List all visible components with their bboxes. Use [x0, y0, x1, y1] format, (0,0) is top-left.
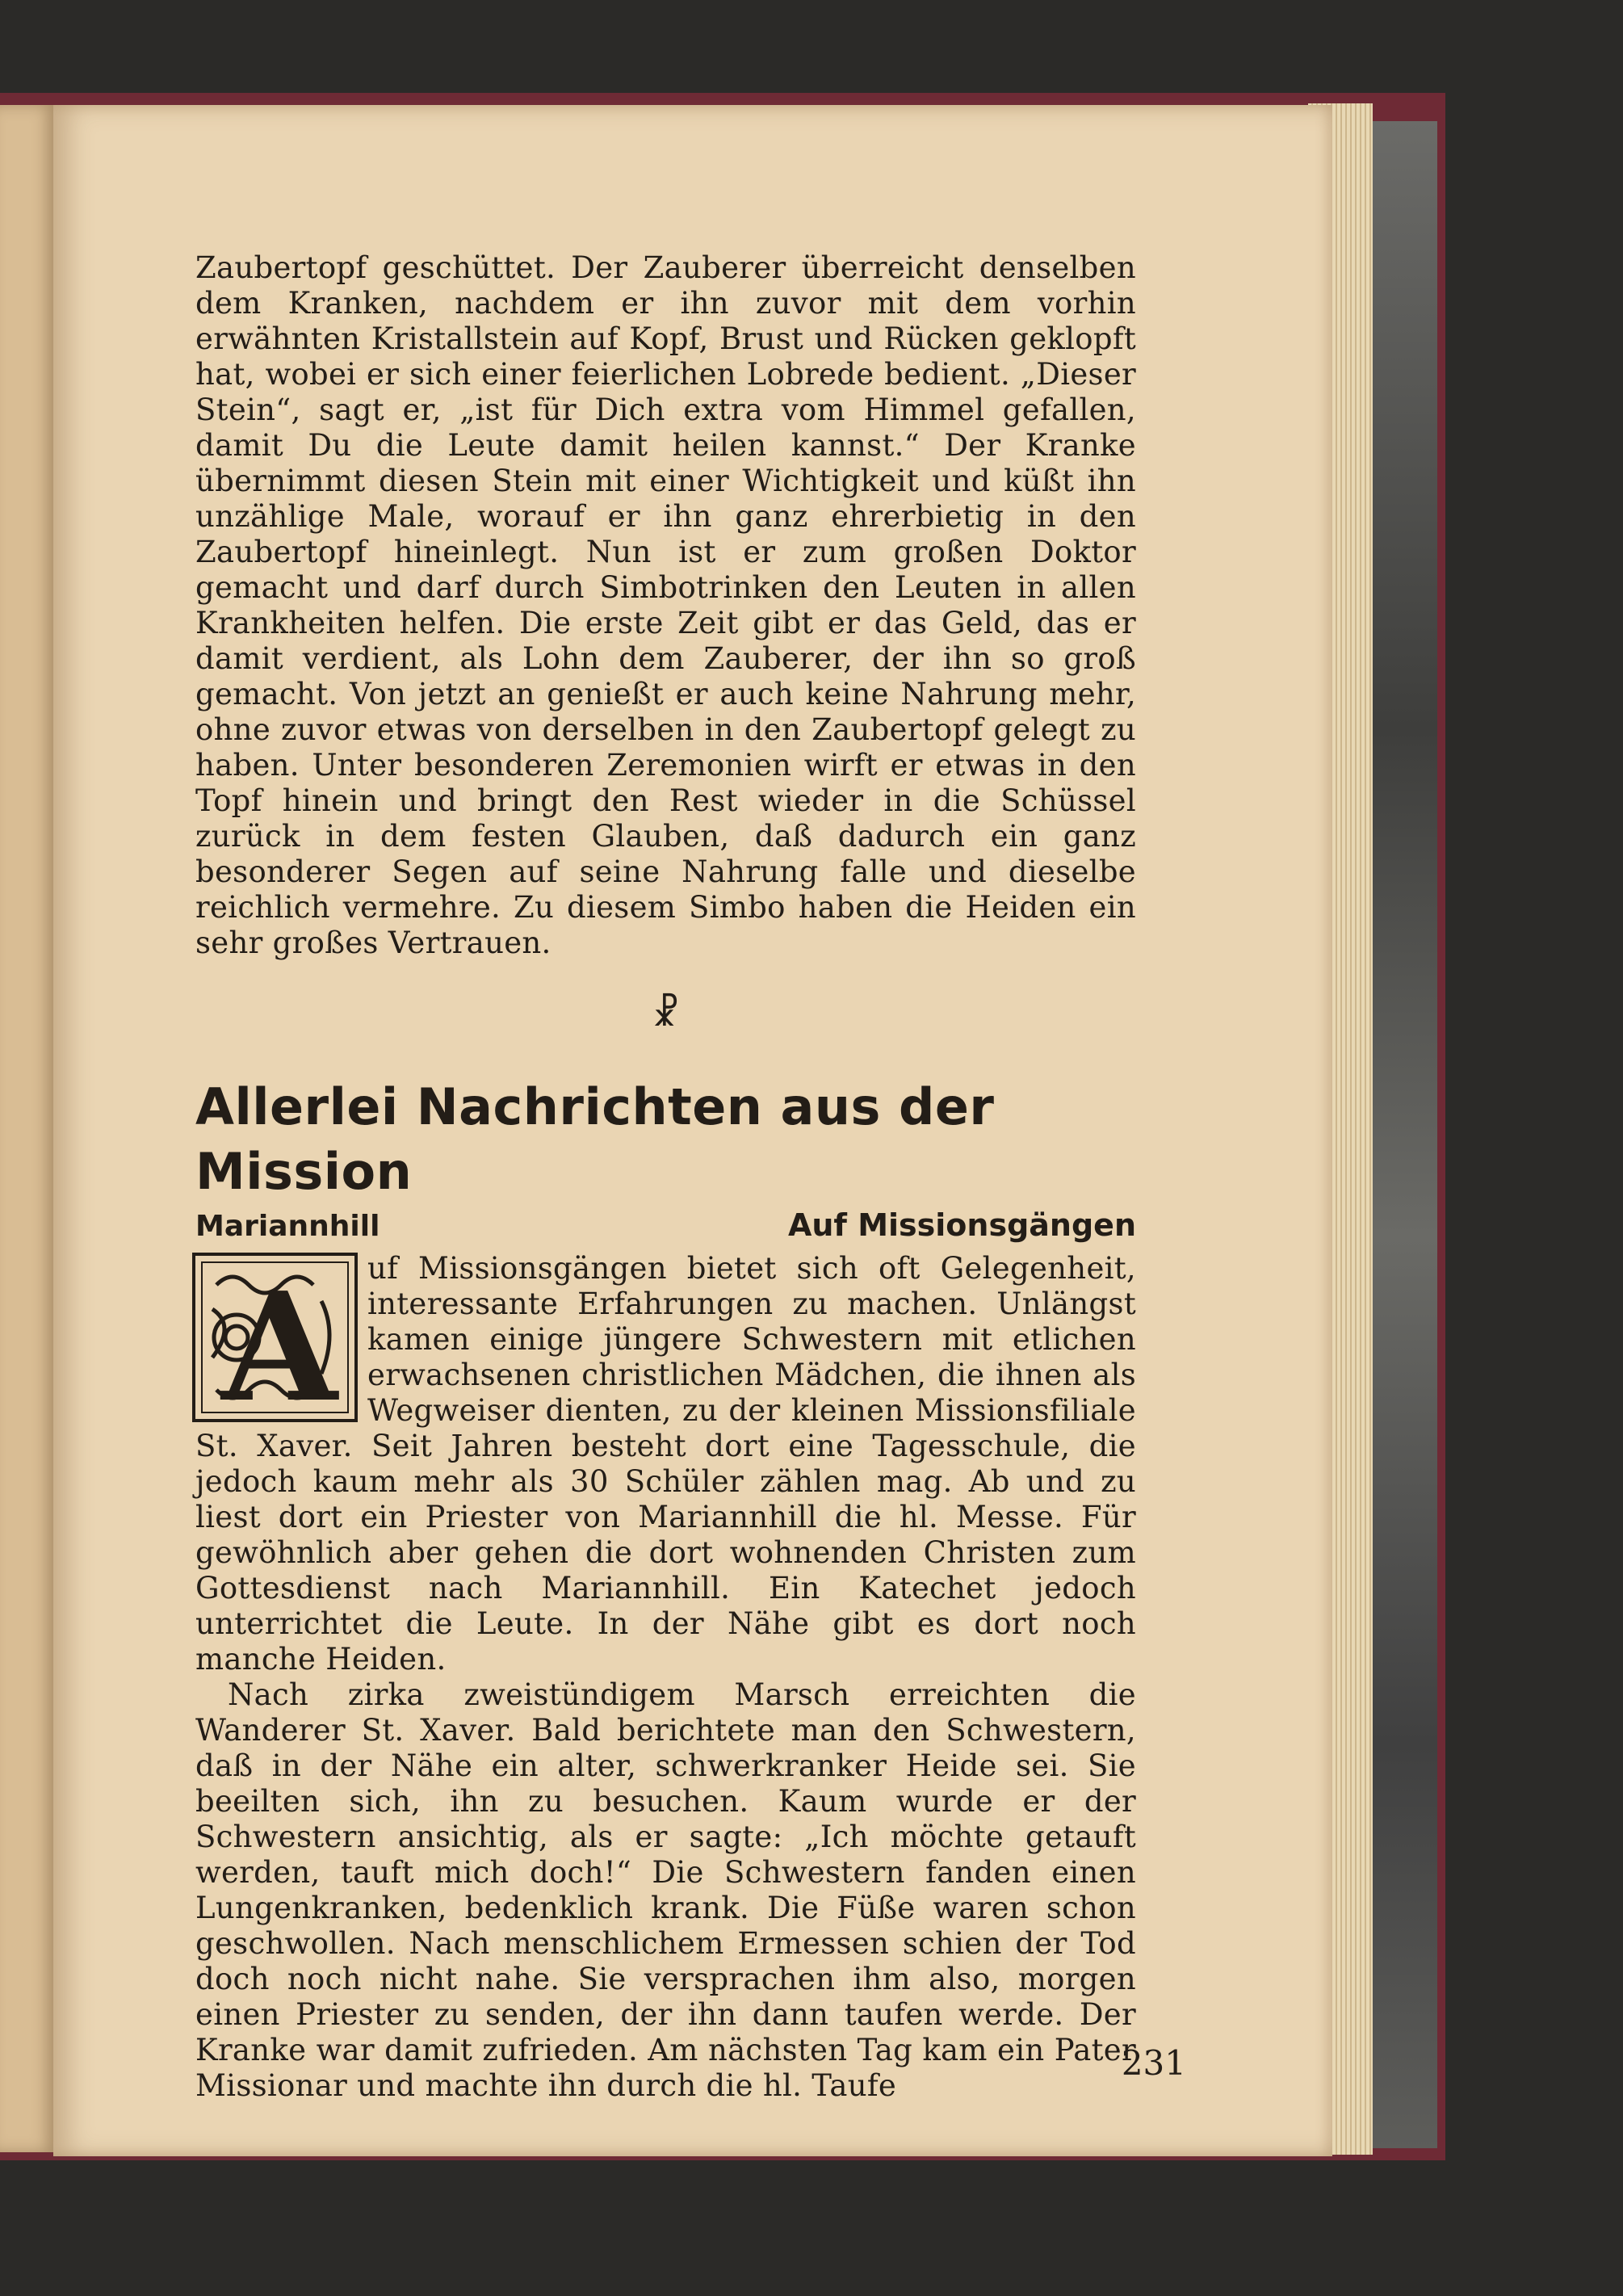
left-page-edge [0, 105, 57, 2152]
article-paragraph-2: Nach zirka zweistündigem Marsch erreichten die Wanderer St. Xaver. Bald berichtete man den Schwestern, daß in der Nähe ein alter, schwerkranker Heide sei. Sie beeilten sich, ihn zu besuchen. Kaum wurde er der Schwestern ansichtig, als er sagte: „Ich möchte getauft werden, tauft mich doch!“ Die Schwestern fanden einen Lungenkranken, bedenklich krank. Die Füße waren schon geschwollen. Nach menschlichem Ermessen schien der Tod doch noch nicht nahe. Sie versprachen ihm also, morgen einen Priester zu senden, der ihn dann taufen werde. Der Kranke war damit zufrieden. Am nächsten Tag kam ein Pater Missionar und machte ihn durch die hl. Taufe [195, 1677, 1136, 2103]
article-subtitle: Auf Missionsgängen [787, 1207, 1136, 1243]
chi-rho-ornament: ☧ [652, 993, 680, 1035]
drop-cap-letter: A [221, 1259, 338, 1422]
drop-cap-ornament [192, 1253, 358, 1422]
book-page [53, 105, 1332, 2156]
location-heading: Mariannhill [195, 1210, 380, 1243]
section-title: Allerlei Nachrichten aus der Mission [195, 1077, 995, 1201]
page-number: 231 [1121, 2043, 1186, 2083]
article-paragraph-1: uf Missionsgängen bietet sich oft Gelegenheit, interessante Erfahrungen zu machen. Unlängst kamen einige jüngere Schwestern mit etlichen erwachsenen christlichen Mädchen, die ihnen als Wegweiser dienten, zu der kleinen Missionsfiliale St. Xaver. Seit Jahren besteht dort eine Tagesschule, die jedoch kaum mehr als 30 Schüler zählen mag. Ab und zu liest dort ein Priester von Mariannhill die hl. Messe. Für gewöhnlich aber gehen die dort wohnenden Christen zum Gottesdienst nach Mariannhill. Ein Katechet jedoch unterrichtet die Leute. In der Nähe gibt es dort noch manche Heiden. [195, 1251, 1136, 1677]
article-header [195, 1207, 1136, 1243]
intro-paragraph: Zaubertopf geschüttet. Der Zauberer überreicht denselben dem Kranken, nachdem er ihn zuvor mit dem vorhin erwähnten Kristallstein auf Kopf, Brust und Rücken geklopft hat, wobei er sich einer feierlichen Lobrede bedient. „Dieser Stein“, sagt er, „ist für Dich extra vom Himmel gefallen, damit Du die Leute damit heilen kannst.“ Der Kranke übernimmt diesen Stein mit einer Wichtigkeit und küßt ihn unzählige Male, worauf er ihn ganz ehrerbietig in den Zaubertopf hineinlegt. Nun ist er zum großen Doktor gemacht und darf durch Simbotrinken den Leuten in allen Krankheiten helfen. Die erste Zeit gibt er das Geld, das er damit verdient, als Lohn dem Zauberer, der ihn so groß gemacht. Von jetzt an genießt er auch keine Nahrung mehr, ohne zuvor etwas von derselben in den Zaubertopf gelegt zu haben. Unter besonderen Zeremonien wirft er etwas in den Topf hinein und bringt den Rest wieder in die Schüssel zurück in dem festen Glauben, daß dadurch ein ganz besonderer Segen auf seine Nahrung falle und dieselbe reichlich vermehre. Zu diesem Simbo haben die Heiden ein sehr großes Vertrauen. [195, 250, 1136, 960]
book-board [1373, 121, 1437, 2148]
text-column [195, 250, 1136, 2104]
